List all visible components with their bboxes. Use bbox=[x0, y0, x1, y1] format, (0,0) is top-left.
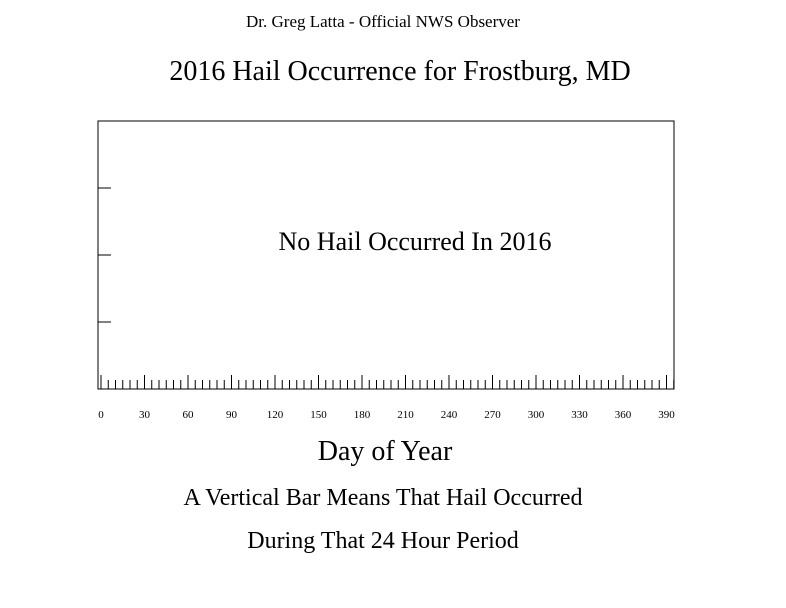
x-axis-label: Day of Year bbox=[317, 436, 453, 467]
x-tick-label: 150 bbox=[310, 409, 327, 421]
x-tick-label: 330 bbox=[571, 409, 588, 421]
chart-title: 2016 Hail Occurrence for Frostburg, MD bbox=[169, 56, 631, 87]
x-tick-label: 60 bbox=[182, 409, 194, 421]
caption-line-1: A Vertical Bar Means That Hail Occurred bbox=[183, 485, 583, 511]
x-axis-tick-labels bbox=[98, 409, 675, 421]
x-tick-label: 390 bbox=[658, 409, 675, 421]
x-tick-label: 120 bbox=[266, 409, 284, 421]
no-hail-annotation: No Hail Occurred In 2016 bbox=[278, 227, 552, 256]
x-tick-label: 0 bbox=[98, 409, 104, 421]
x-axis-ticks bbox=[101, 375, 674, 389]
x-tick-label: 90 bbox=[226, 409, 237, 421]
x-tick-label: 300 bbox=[527, 409, 545, 421]
caption-line-2: During That 24 Hour Period bbox=[247, 528, 519, 554]
x-tick-label: 180 bbox=[353, 409, 371, 421]
x-tick-label: 210 bbox=[397, 409, 414, 421]
x-tick-label: 360 bbox=[614, 409, 632, 421]
x-tick-label: 30 bbox=[139, 409, 150, 421]
x-tick-label: 240 bbox=[440, 409, 458, 421]
chart-subtitle: Dr. Greg Latta - Official NWS Observer bbox=[246, 12, 520, 31]
x-tick-label: 270 bbox=[484, 409, 501, 421]
